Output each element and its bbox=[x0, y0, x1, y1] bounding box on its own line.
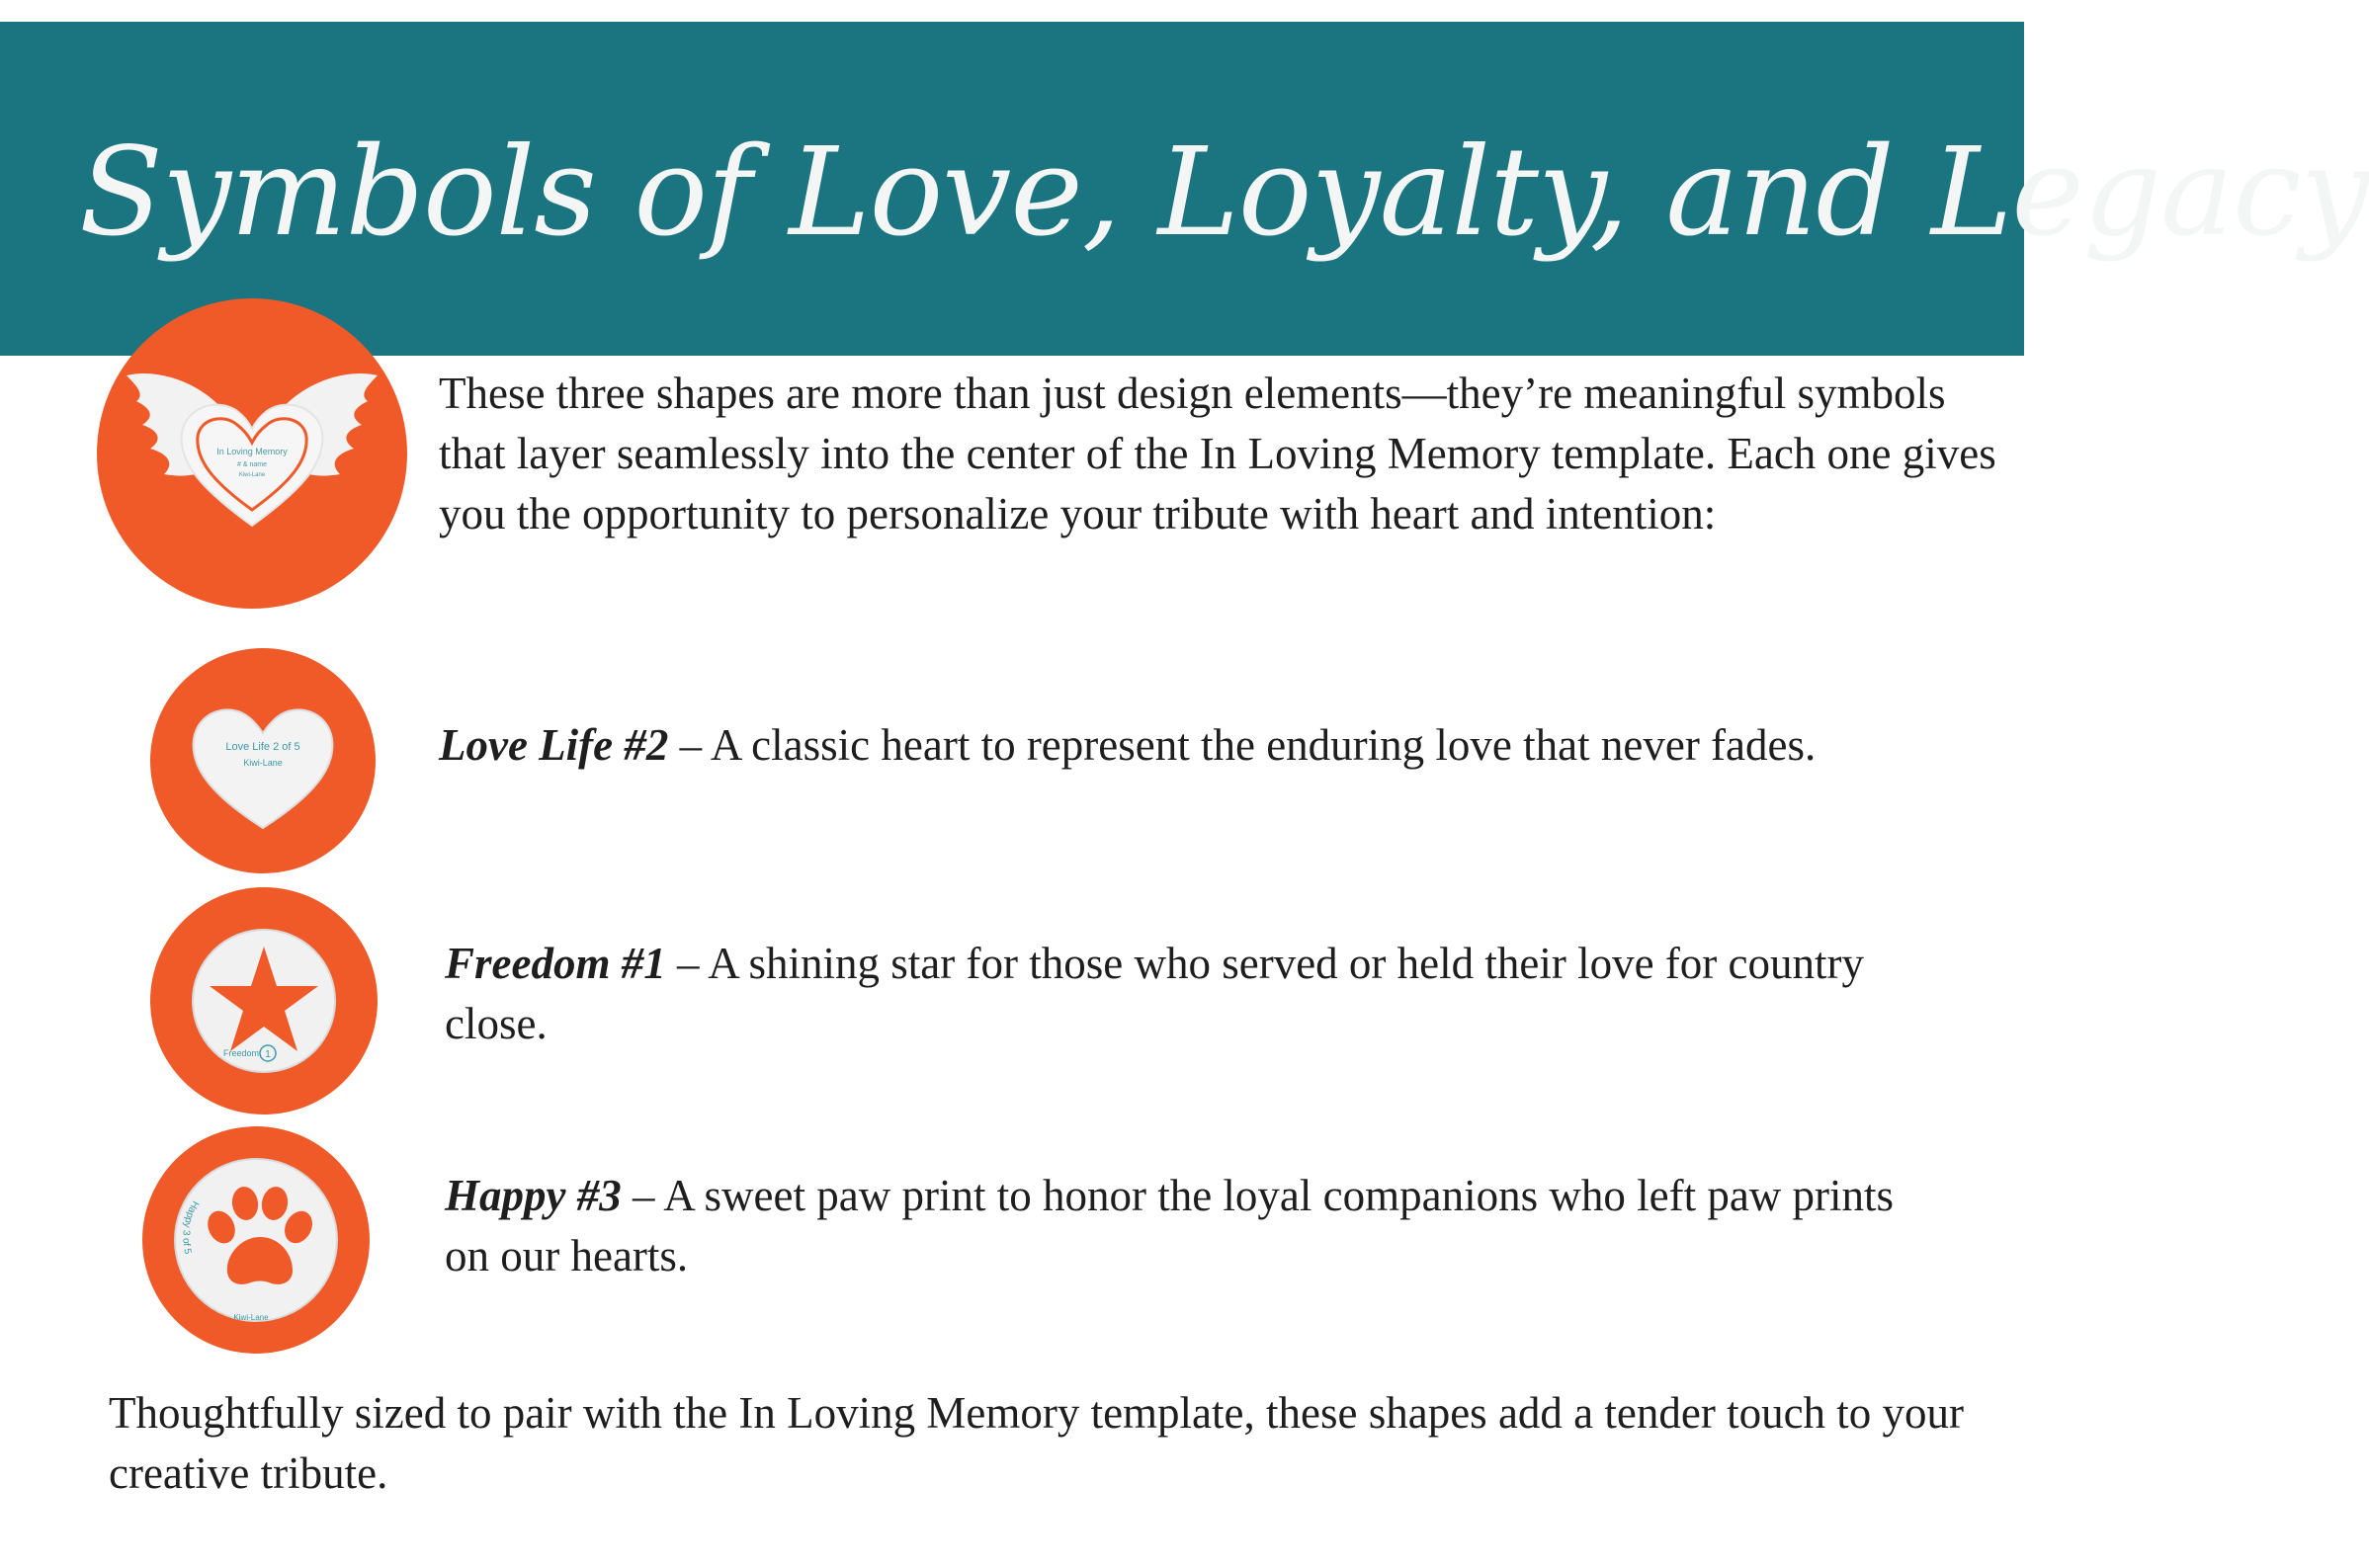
happy-description: A sweet paw print to honor the loyal companions who left paw prints on our hearts. bbox=[445, 1171, 1895, 1280]
happy-separator: – bbox=[621, 1171, 664, 1220]
winged-heart-label-1: In Loving Memory bbox=[216, 447, 288, 456]
freedom-item bbox=[445, 934, 1927, 1054]
winged-heart-badge bbox=[97, 298, 407, 609]
winged-heart-label-2: # & name bbox=[237, 461, 267, 468]
page-title: Symbols of Love, Loyalty, and Legacy bbox=[79, 122, 2369, 264]
winged-heart-label-3: Kiwi-Lane bbox=[238, 472, 266, 478]
happy-item bbox=[445, 1166, 1927, 1286]
love-life-name: Love Life #2 bbox=[439, 720, 669, 770]
freedom-label-2: 1 bbox=[265, 1049, 271, 1060]
freedom-description: A shining star for those who served or held their love for country close. bbox=[445, 939, 1865, 1048]
love-life-badge bbox=[150, 648, 376, 873]
love-life-item bbox=[439, 715, 1921, 776]
happy-badge bbox=[142, 1126, 370, 1354]
love-life-label-1: Love Life 2 of 5 bbox=[225, 741, 300, 753]
happy-label-2: Kiwi-Lane bbox=[233, 1313, 269, 1322]
love-life-separator: – bbox=[668, 720, 711, 770]
freedom-name: Freedom #1 bbox=[445, 939, 666, 988]
happy-name: Happy #3 bbox=[445, 1171, 622, 1220]
love-life-description: A classic heart to represent the enduring love that never fades. bbox=[710, 720, 1817, 770]
winged-heart-icon bbox=[97, 298, 407, 609]
happy-label-1: Happy 3 of 5 bbox=[180, 1198, 202, 1256]
intro-paragraph: These three shapes are more than just design elements—they’re meaningful symbols that layer seamlessly into the center of the In Loving Memory template. Each one gives you the opportunity to personalize your tribute with heart and intention: bbox=[439, 369, 1996, 538]
paw-print-icon bbox=[142, 1126, 370, 1354]
freedom-badge bbox=[150, 887, 378, 1114]
love-life-label-2: Kiwi-Lane bbox=[243, 758, 283, 768]
closing-paragraph: Thoughtfully sized to pair with the In Loving Memory template, these shapes add a tender touch to your creative tribute. bbox=[109, 1388, 1965, 1498]
star-icon bbox=[150, 887, 378, 1114]
freedom-label-1: Freedom bbox=[222, 1048, 259, 1058]
heart-icon bbox=[150, 648, 376, 873]
freedom-separator: – bbox=[665, 939, 709, 988]
